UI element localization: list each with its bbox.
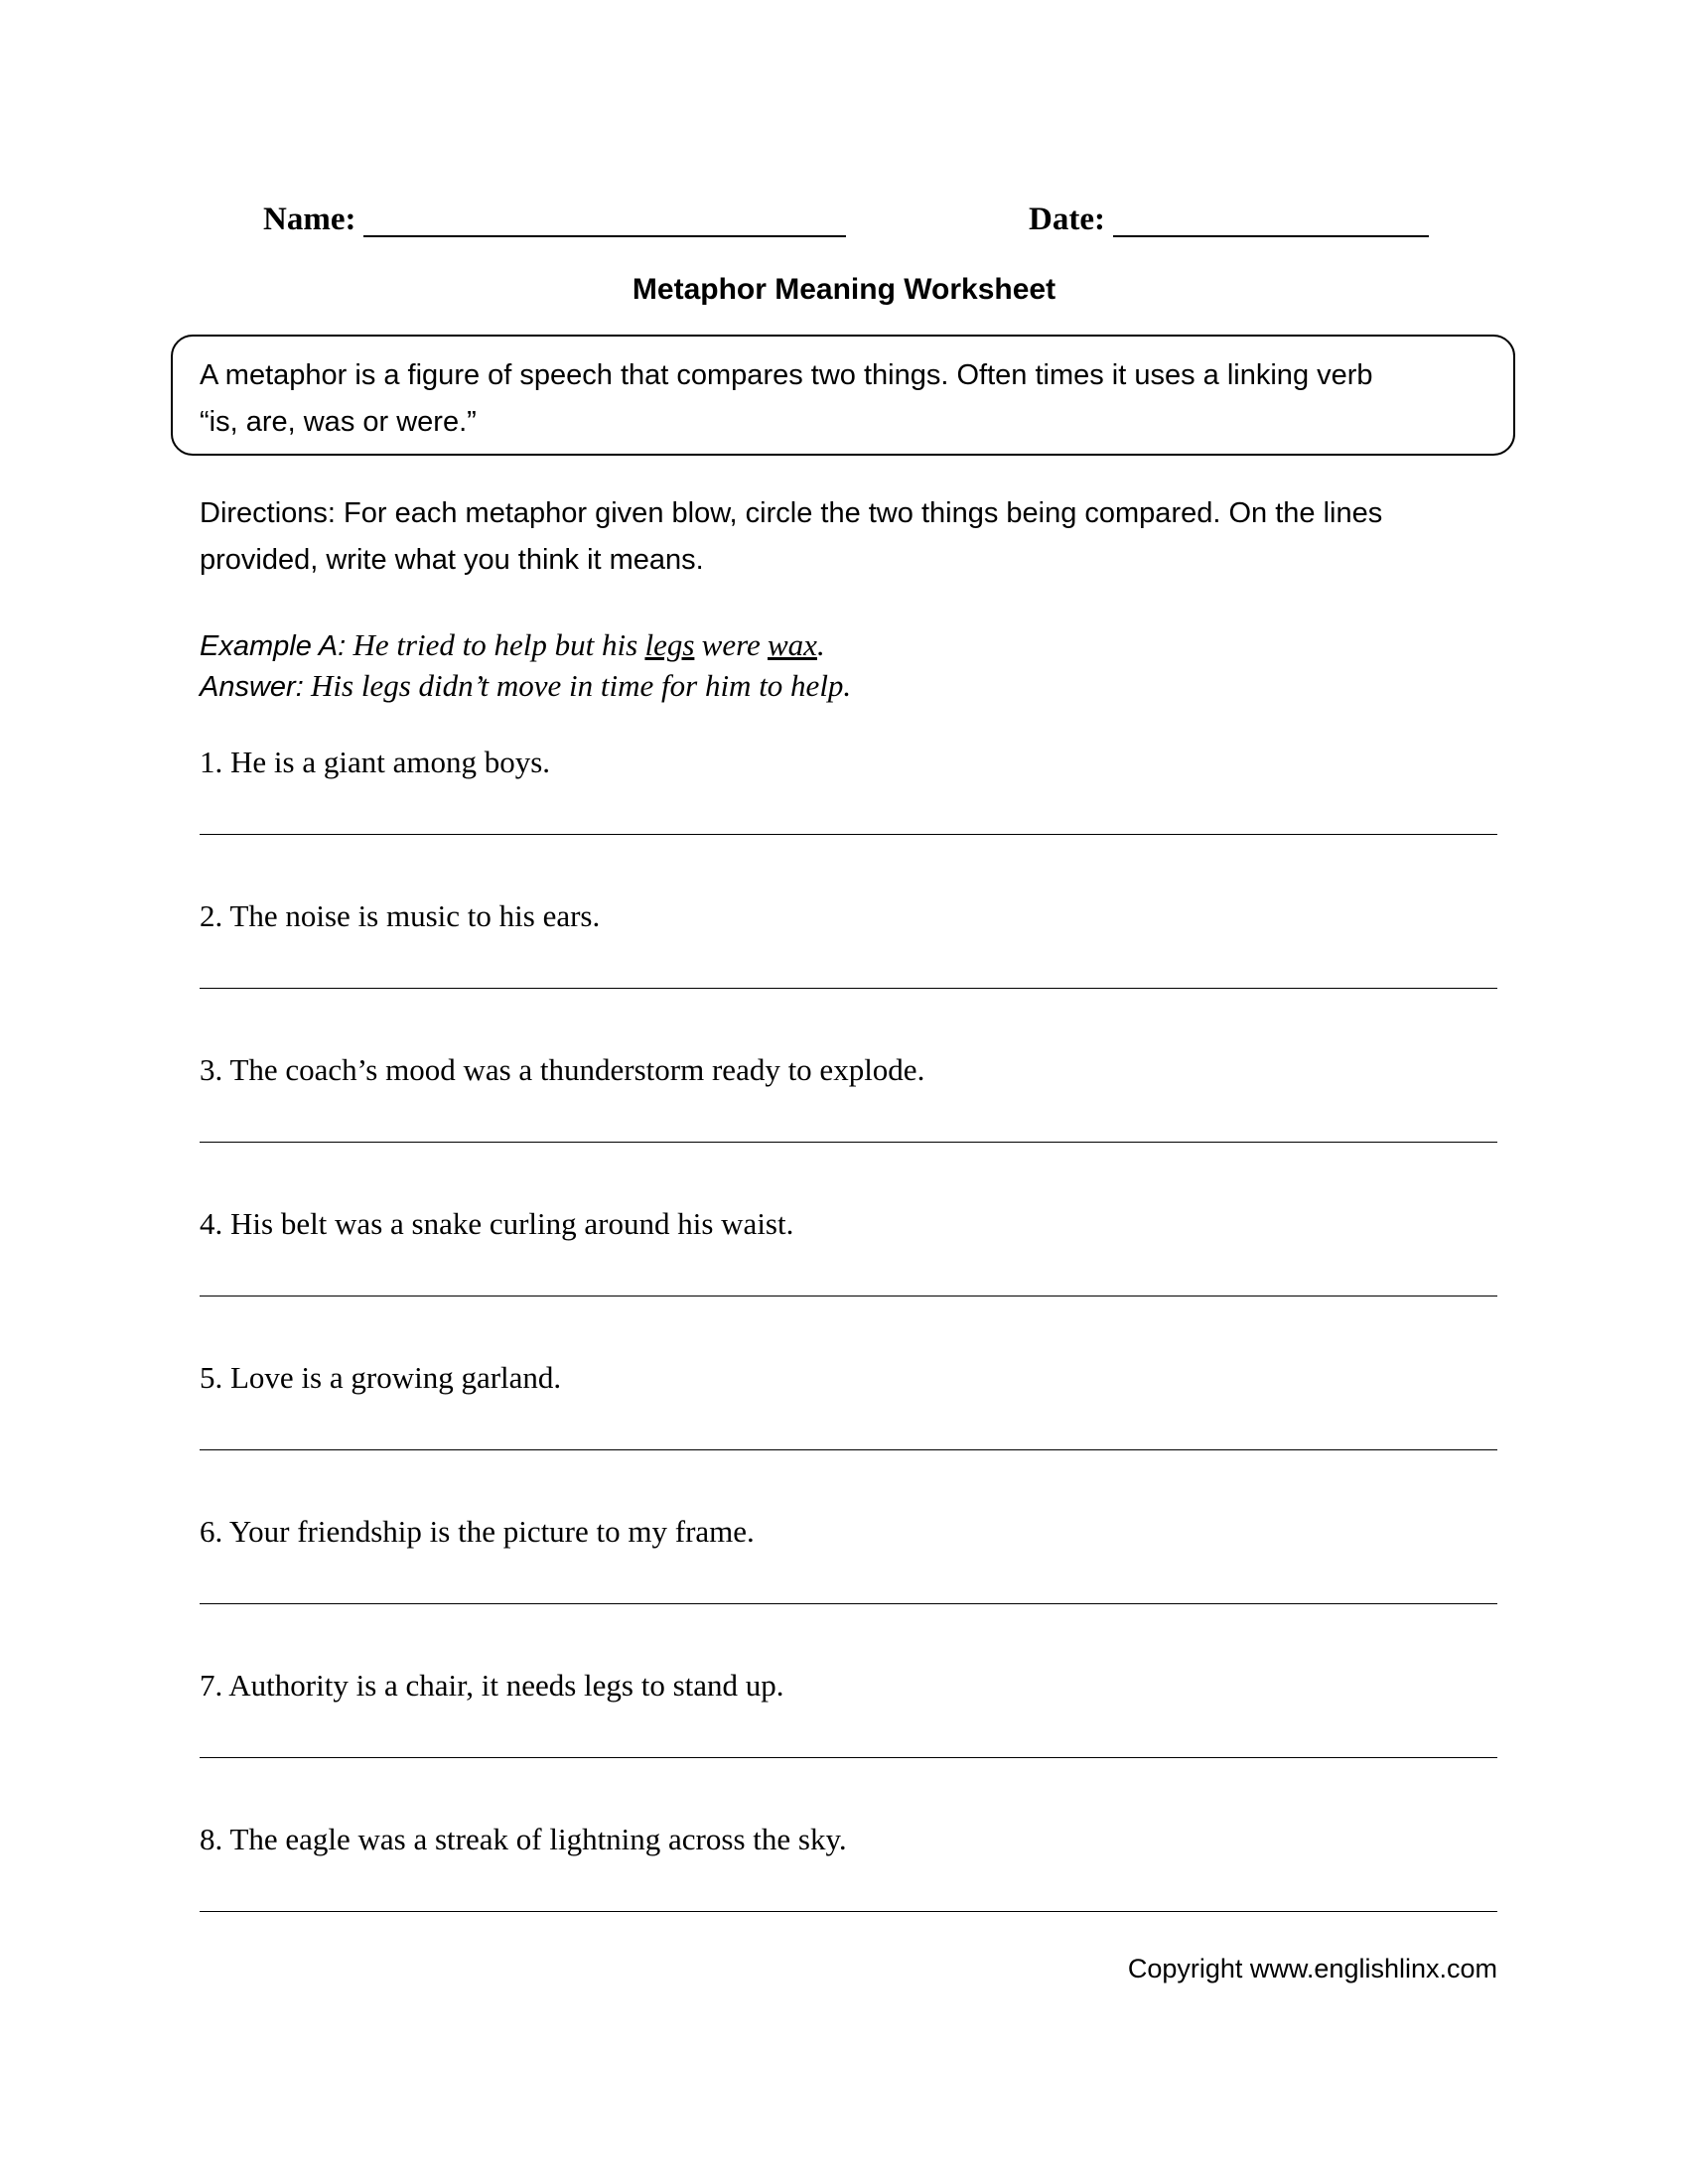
answer-text: His legs didn’t move in time for him to help. (311, 668, 852, 703)
question-text: 3. The coach’s mood was a thunderstorm ready to explode. (200, 1052, 925, 1087)
example-compared-word-1: legs (644, 627, 695, 662)
example-text-part2: were (701, 627, 761, 662)
example-sentence-end: . (816, 627, 825, 662)
answer-line[interactable] (200, 1142, 1497, 1143)
question-text: 8. The eagle was a streak of lightning across the sky. (200, 1822, 847, 1856)
question-item (200, 1050, 1497, 1205)
question-item (200, 1512, 1497, 1667)
definition-line-1: A metaphor is a figure of speech that compares two things. Often times it uses a linking verb (200, 359, 1373, 391)
answer-label: Answer: (200, 671, 304, 703)
question-text: 1. He is a giant among boys. (200, 745, 551, 779)
answer-line[interactable] (200, 988, 1497, 989)
example-compared-word-2: wax (768, 627, 817, 662)
example-text-part1: He tried to help but his (352, 627, 638, 662)
question-item (200, 1666, 1497, 1821)
date-label: Date: (1029, 202, 1105, 237)
question-text: 4. His belt was a snake curling around his waist. (200, 1206, 794, 1241)
question-text: 7. Authority is a chair, it needs legs to stand up. (200, 1668, 784, 1703)
directions-line-1: Directions: For each metaphor given blow, circle the two things being compared. On the lines (200, 497, 1383, 529)
definition-box (171, 335, 1515, 456)
directions (200, 490, 1490, 584)
definition-line-2: “is, are, was or were.” (200, 406, 477, 438)
question-item (200, 896, 1497, 1051)
answer-line[interactable] (200, 1757, 1497, 1758)
name-label: Name: (263, 202, 356, 237)
question-item (200, 1204, 1497, 1359)
worksheet-title: Metaphor Meaning Worksheet (632, 273, 1056, 306)
answer-line[interactable] (200, 1911, 1497, 1912)
header-row (0, 195, 1688, 244)
copyright-notice: Copyright www.englishlinx.com (1127, 1954, 1497, 1983)
question-text: 2. The noise is music to his ears. (200, 898, 601, 933)
date-blank-line (1113, 235, 1429, 237)
question-item (200, 1358, 1497, 1513)
example-block (200, 625, 1490, 707)
directions-line-2: provided, write what you think it means. (200, 544, 704, 576)
example-sentence (200, 625, 1490, 666)
example-answer (200, 666, 1490, 707)
example-label: Example A: (200, 630, 347, 662)
answer-line[interactable] (200, 1296, 1497, 1297)
definition-text (200, 352, 1490, 446)
answer-line[interactable] (200, 1603, 1497, 1604)
question-text: 6. Your friendship is the picture to my frame. (200, 1514, 755, 1549)
question-item (200, 743, 1497, 897)
answer-line[interactable] (200, 834, 1497, 835)
name-blank-line (363, 235, 846, 237)
question-text: 5. Love is a growing garland. (200, 1360, 562, 1395)
answer-line[interactable] (200, 1449, 1497, 1450)
